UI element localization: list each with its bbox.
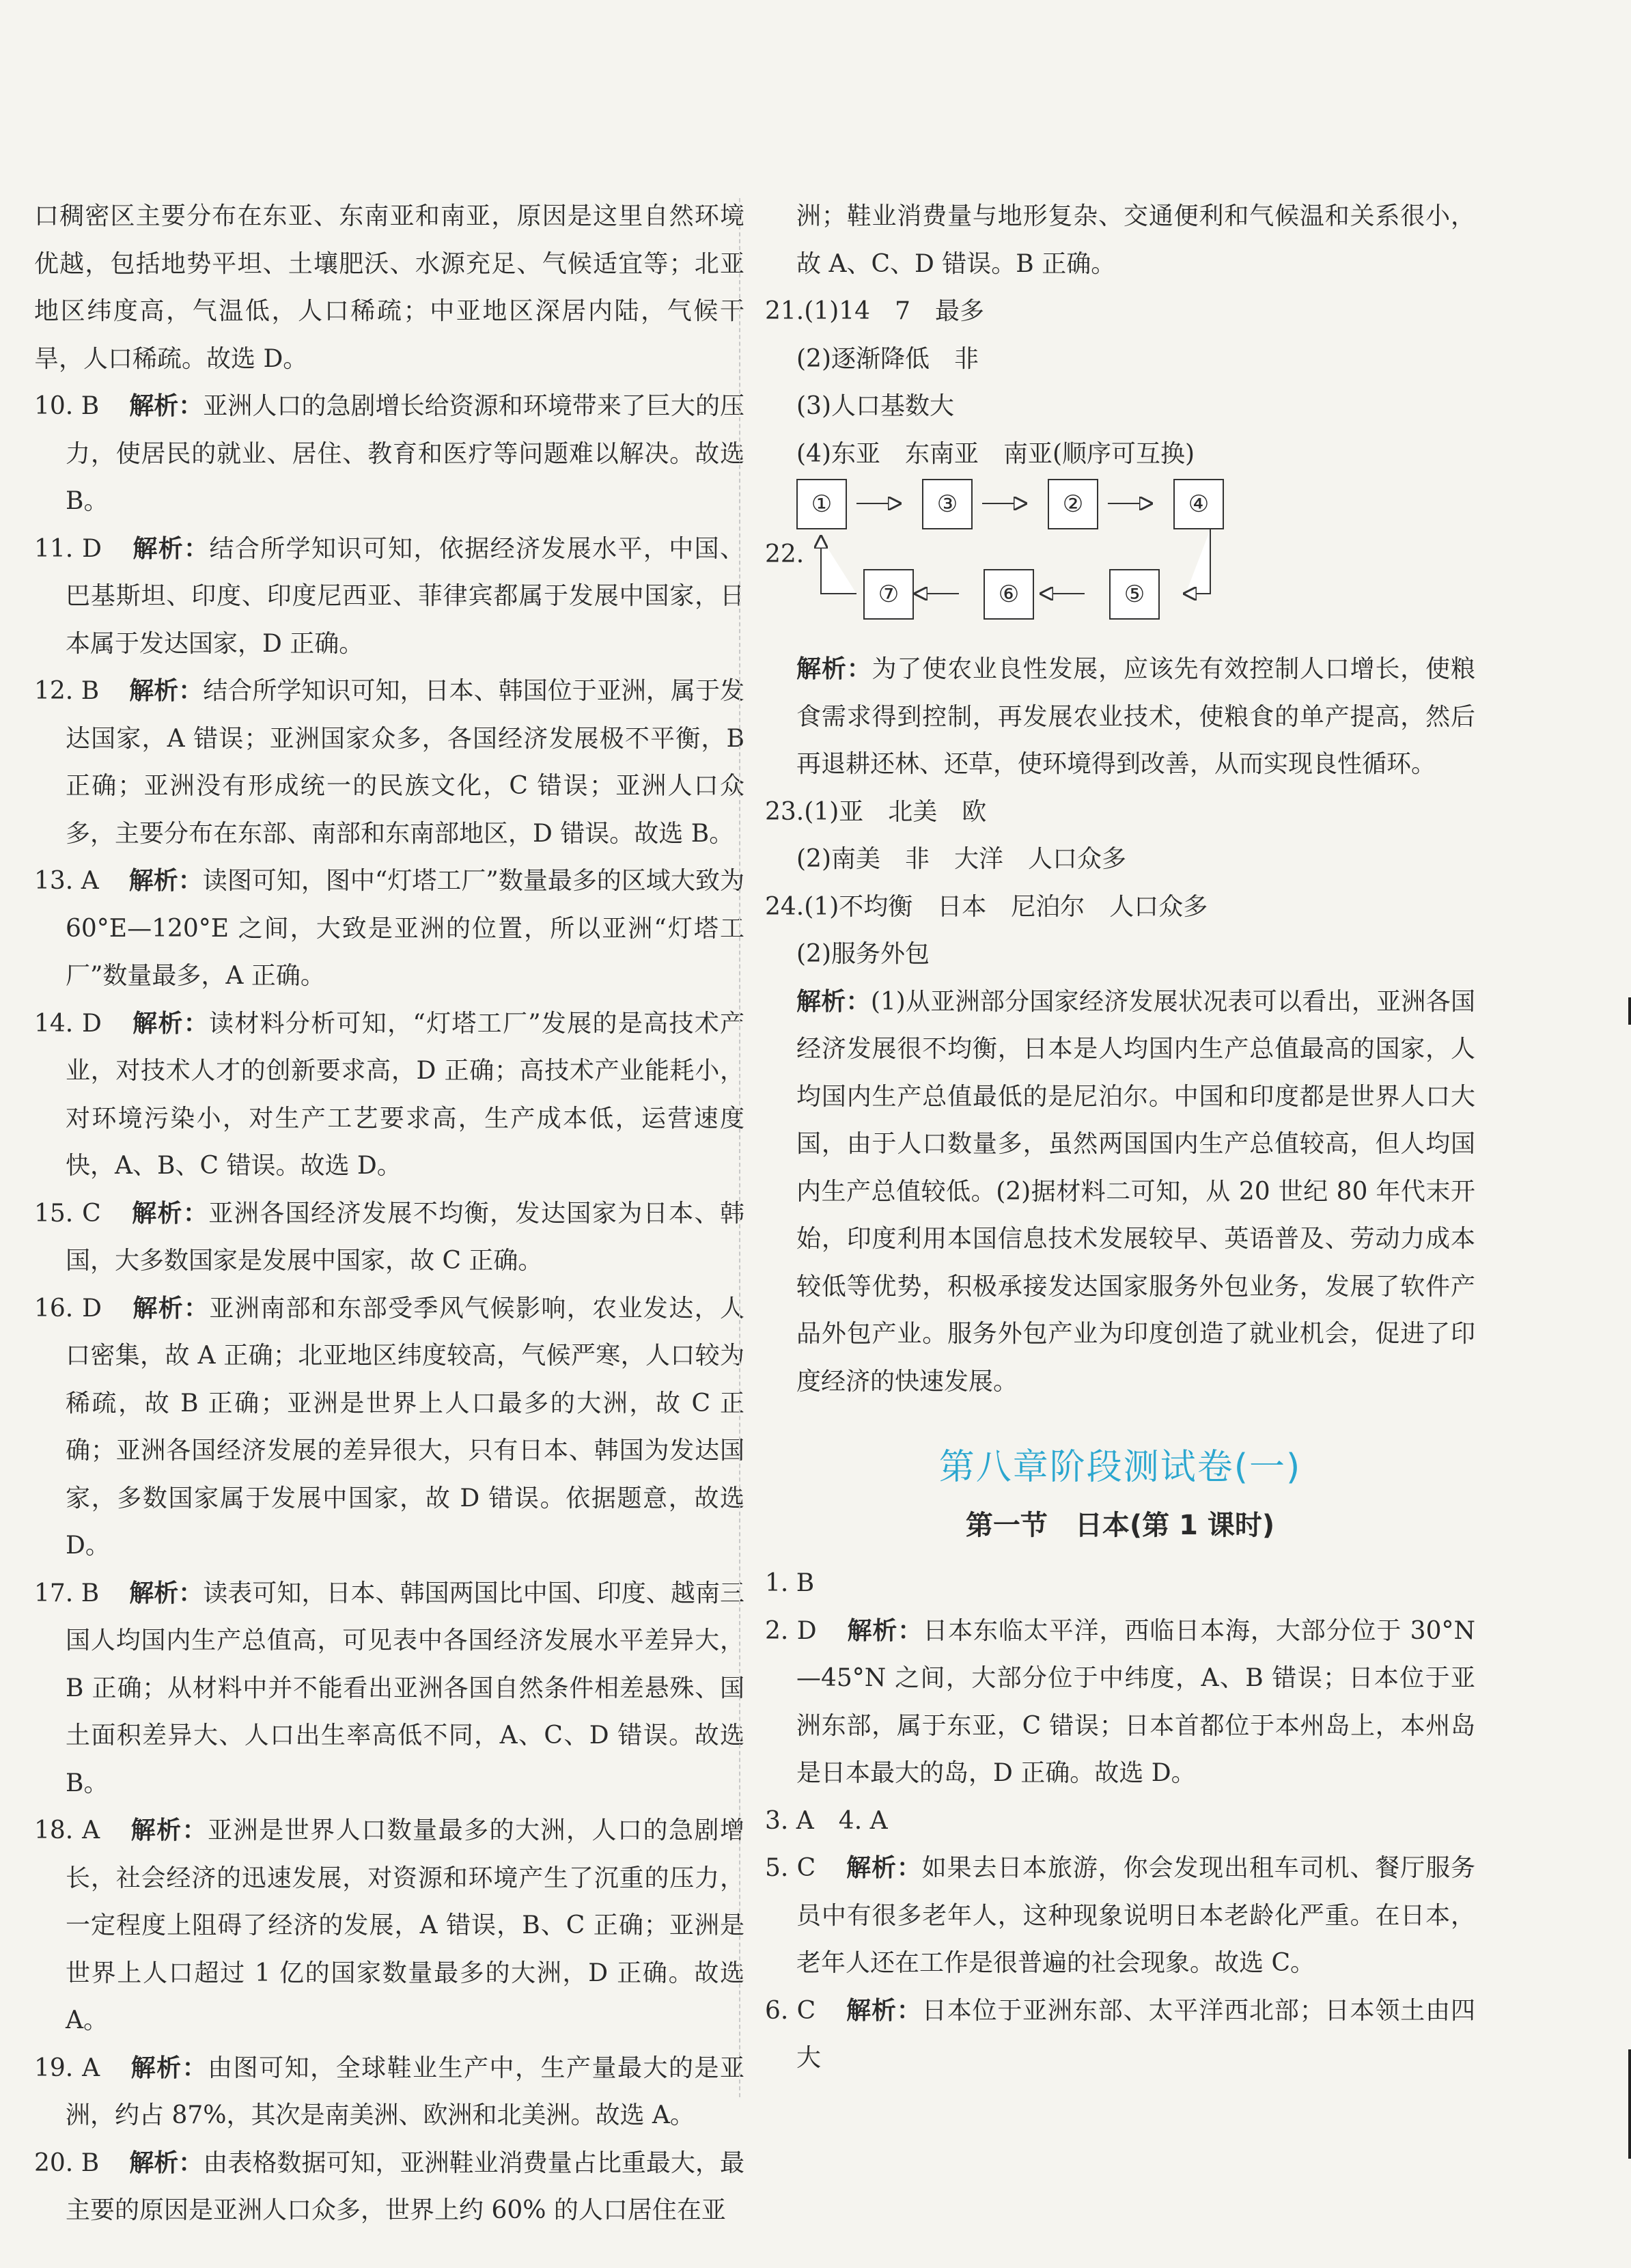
answer-number: 18. A bbox=[34, 1816, 100, 1844]
answer-number: 24. bbox=[765, 892, 805, 921]
analysis-label: 解析： bbox=[130, 1816, 208, 1844]
answer-number: 21. bbox=[765, 297, 805, 325]
answer-number: 1. B bbox=[765, 1569, 815, 1597]
answer-item-18 bbox=[34, 1807, 744, 2045]
answer-item-24 bbox=[765, 883, 1475, 1406]
scan-edge-mark bbox=[1628, 997, 1631, 1025]
subanswer-text: (1)亚 北美 欧 bbox=[804, 797, 987, 826]
subanswer-line bbox=[765, 788, 1475, 836]
subanswer-text: (1)14 7 最多 bbox=[804, 297, 984, 325]
answer-item-15 bbox=[34, 1190, 744, 1285]
arrow-down-left-icon bbox=[1186, 529, 1210, 594]
flow-box: ② bbox=[1048, 479, 1098, 529]
answer-item-2 bbox=[765, 1607, 1475, 1797]
subanswer-line bbox=[765, 288, 1475, 335]
answer-item-12 bbox=[34, 667, 744, 857]
answer-text: 洲；鞋业消费量与地形复杂、交通便利和气候温和关系很小，故 A、C、D 错误。B 正确。 bbox=[796, 202, 1475, 278]
analysis-label: 解析： bbox=[131, 1294, 210, 1323]
subanswer-line bbox=[765, 430, 1475, 478]
answer-item-16 bbox=[34, 1285, 744, 1570]
flow-box: ① bbox=[796, 479, 847, 529]
analysis-label: 解析： bbox=[129, 1579, 204, 1607]
answer-number: 5. C bbox=[765, 1854, 816, 1882]
subanswer-text: (2)南美 非 大洋 人口众多 bbox=[796, 845, 1126, 873]
answer-item-20 bbox=[34, 2140, 744, 2235]
subanswer-text: (2)逐渐降低 非 bbox=[796, 344, 979, 373]
left-column bbox=[34, 193, 744, 2235]
answer-number: 13. A bbox=[34, 867, 99, 895]
subanswer-text: (2)服务外包 bbox=[796, 940, 930, 968]
answer-number: 3. A 4. A bbox=[765, 1806, 888, 1835]
answer-text: 日本东临太平洋，西临日本海，大部分位于 30°N—45°N 之间，大部分位于中纬度，A、B 错误；日本位于亚洲东部，属于东亚，C 错误；日本首都位于本州岛上，本州岛是日本最大的岛，D 正确。故选 D。 bbox=[796, 1616, 1475, 1787]
answer-number: 2. D bbox=[765, 1616, 817, 1645]
answer-continuation bbox=[34, 193, 744, 383]
answer-item-1 bbox=[765, 1560, 1475, 1607]
answer-continuation bbox=[765, 193, 1475, 288]
flow-diagram bbox=[765, 478, 1475, 629]
arrow-up-icon bbox=[821, 538, 856, 594]
answer-number: 20. B bbox=[34, 2148, 100, 2177]
subanswer-text: (1)不均衡 日本 尼泊尔 人口众多 bbox=[804, 892, 1208, 921]
answer-item-19 bbox=[34, 2045, 744, 2140]
answer-text: (1)从亚洲部分国家经济发展状况表可以看出，亚洲各国经济发展很不均衡，日本是人均国内生产总值最高的国家，人均国内生产总值最低的是尼泊尔。中国和印度都是世界人口大国，由于人口数量多，虽然两国国内生产总值较高，但人均国内生产总值较低。(2)据材料二可知，从 20 世纪 80 年代末开始，印度利用本国信息技术发展较早、英语普及、劳动力成本较低等优势，积极承接发达国家服务外包业务，发展了软件产品外包产业。服务外包产业为印度创造了就业机会，促进了印度经济的快速发展。 bbox=[796, 987, 1475, 1396]
answer-text: 结合所学知识可知，依据经济发展水平，中国、巴基斯坦、印度、印度尼西亚、菲律宾都属于发展中国家，日本属于发达国家，D 正确。 bbox=[66, 534, 744, 658]
analysis-label: 解析： bbox=[846, 1616, 923, 1645]
flow-box: ⑤ bbox=[1109, 569, 1160, 620]
analysis-label: 解析： bbox=[128, 867, 203, 895]
answer-number: 15. C bbox=[34, 1199, 101, 1228]
analysis-paragraph bbox=[765, 978, 1475, 1406]
answer-text: 亚洲南部和东部受季风气候影响，农业发达，人口密集，故 A 正确；北亚地区纬度较高，气候严寒，人口较为稀疏，故 B 正确；亚洲是世界上人口最多的大洲，故 C 正确；亚洲各国经济发展的差异很大，只有日本、韩国为发达国家，多数国家属于发展中国家，故 D 错误。依据题意，故选 D。 bbox=[66, 1294, 744, 1560]
answer-item-3-4 bbox=[765, 1797, 1475, 1845]
chapter-title: 第八章阶段测试卷(一) bbox=[938, 1447, 1302, 1488]
answer-text: 结合所学知识可知，日本、韩国位于亚洲，属于发达国家，A 错误；亚洲国家众多，各国经济发展极不平衡，B 正确；亚洲没有形成统一的民族文化，C 错误；亚洲人口众多，主要分布在东部、南部和东南部地区，D 错误。故选 B。 bbox=[66, 677, 744, 848]
answer-item-17 bbox=[34, 1570, 744, 1808]
analysis-label: 解析： bbox=[846, 1996, 922, 2025]
right-column bbox=[765, 193, 1475, 2082]
answer-text: 由表格数据可知，亚洲鞋业消费量占比重最大，最主要的原因是亚洲人口众多，世界上约 60% 的人口居住在亚 bbox=[66, 2148, 744, 2224]
answer-number: 6. C bbox=[765, 1996, 816, 2025]
answer-item-5 bbox=[765, 1844, 1475, 1987]
subanswer-line bbox=[765, 335, 1475, 383]
analysis-label: 解析： bbox=[846, 1854, 922, 1882]
answer-item-11 bbox=[34, 525, 744, 668]
answer-text: 日本位于亚洲东部、太平洋西北部；日本领土由四大 bbox=[796, 1996, 1475, 2072]
subanswer-text: (3)人口基数大 bbox=[796, 392, 954, 420]
answer-number: 11. D bbox=[34, 534, 102, 563]
analysis-label: 解析： bbox=[129, 392, 204, 420]
answer-number: 19. A bbox=[34, 2053, 100, 2082]
answer-number: 16. D bbox=[34, 1294, 102, 1323]
answer-item-14 bbox=[34, 1000, 744, 1190]
analysis-paragraph bbox=[765, 646, 1475, 788]
answer-text: 为了使农业良性发展，应该先有效控制人口增长，使粮食需求得到控制，再发展农业技术，使粮食的单产提高，然后再退耕还林、还草，使环境得到改善，从而实现良性循环。 bbox=[796, 655, 1475, 778]
answer-item-6 bbox=[765, 1987, 1475, 2082]
subanswer-text: (4)东亚 东南亚 南亚(顺序可互换) bbox=[796, 439, 1195, 468]
answer-number: 22. bbox=[765, 540, 805, 568]
answer-number: 17. B bbox=[34, 1579, 100, 1607]
answer-text: 亚洲各国经济发展不均衡，发达国家为日本、韩国，大多数国家是发展中国家，故 C 正确。 bbox=[66, 1199, 744, 1275]
section-title: 第一节 日本(第 1 课时) bbox=[965, 1510, 1275, 1541]
column-divider bbox=[739, 198, 740, 2097]
answer-text: 由图可知，全球鞋业生产中，生产量最大的是亚洲，约占 87%，其次是南美洲、欧洲和北美洲。故选 A。 bbox=[66, 2053, 744, 2129]
answer-text: 亚洲人口的急剧增长给资源和环境带来了巨大的压力，使居民的就业、居住、教育和医疗等问题难以解决。故选 B。 bbox=[66, 392, 744, 515]
analysis-label: 解析： bbox=[129, 2148, 204, 2177]
flow-chart bbox=[796, 478, 1288, 629]
answer-number: 12. B bbox=[34, 677, 100, 705]
answer-text: 读表可知，日本、韩国两国比中国、印度、越南三国人均国内生产总值高，可见表中各国经济发展水平差异大，B 正确；从材料中并不能看出亚洲各国自然条件相差悬殊、国土面积差异大、人口出生率高低不同，A、C、D 错误。故选 B。 bbox=[66, 1579, 744, 1797]
analysis-label: 解析： bbox=[130, 1199, 209, 1228]
answer-item-10 bbox=[34, 383, 744, 525]
answer-item-13 bbox=[34, 857, 744, 1000]
answer-text: 读图可知，图中“灯塔工厂”数量最多的区域大致为 60°E—120°E 之间，大致是亚洲的位置，所以亚洲“灯塔工厂”数量最多，A 正确。 bbox=[66, 867, 744, 990]
answer-text: 口稠密区主要分布在东亚、东南亚和南亚，原因是这里自然环境优越，包括地势平坦、土壤肥沃、水源充足、气候适宜等；北亚地区纬度高，气温低，人口稀疏；中亚地区深居内陆，气候干旱，人口稀疏。故选 D。 bbox=[34, 202, 744, 373]
analysis-label: 解析： bbox=[131, 534, 210, 563]
answer-text: 读材料分析可知，“灯塔工厂”发展的是高技术产业，对技术人才的创新要求高，D 正确；高技术产业能耗小，对环境污染小，对生产工艺要求高，生产成本低，运营速度快，A、B、C 错误。故选 D。 bbox=[66, 1009, 744, 1180]
answer-item-22 bbox=[765, 478, 1475, 788]
flow-box: ③ bbox=[922, 479, 973, 529]
analysis-label: 解析： bbox=[796, 987, 871, 1016]
answer-item-23 bbox=[765, 788, 1475, 883]
scan-edge-mark bbox=[1628, 2049, 1631, 2159]
analysis-label: 解析： bbox=[131, 1009, 210, 1038]
subanswer-line bbox=[765, 835, 1475, 883]
flow-box: ⑥ bbox=[984, 569, 1034, 620]
subanswer-line bbox=[765, 883, 1475, 931]
subanswer-line bbox=[765, 930, 1475, 978]
answer-number: 23. bbox=[765, 797, 805, 826]
answer-number: 14. D bbox=[34, 1009, 102, 1038]
subanswer-line bbox=[765, 383, 1475, 430]
analysis-label: 解析： bbox=[130, 2053, 208, 2082]
answer-text: 如果去日本旅游，你会发现出租车司机、餐厅服务员中有很多老年人，这种现象说明日本老龄化严重。在日本，老年人还在工作是很普遍的社会现象。故选 C。 bbox=[796, 1854, 1475, 1977]
analysis-label: 解析： bbox=[796, 655, 872, 683]
answer-number: 10. B bbox=[34, 392, 100, 420]
flow-box: ⑦ bbox=[863, 569, 914, 620]
answer-text: 亚洲是世界人口数量最多的大洲，人口的急剧增长，社会经济的迅速发展，对资源和环境产生了沉重的压力，一定程度上阻碍了经济的发展，A 错误，B、C 正确；亚洲是世界上人口超过 1 亿的国家数量最多的大洲，D 正确。故选 A。 bbox=[66, 1816, 744, 2034]
analysis-label: 解析： bbox=[129, 677, 204, 705]
answer-item-21 bbox=[765, 288, 1475, 478]
flow-box: ④ bbox=[1173, 479, 1224, 529]
